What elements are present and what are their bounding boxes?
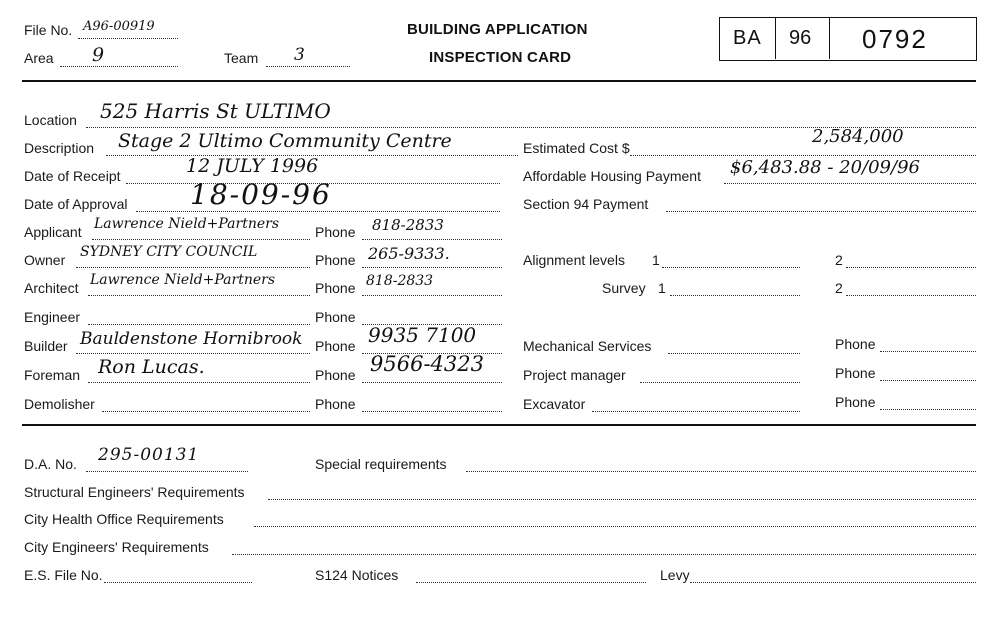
section94-label: Section 94 Payment (523, 196, 649, 212)
applicant-phone-label: Phone (315, 224, 356, 240)
approval-label: Date of Approval (24, 196, 128, 212)
foreman-label: Foreman (24, 367, 81, 383)
owner-label: Owner (24, 252, 66, 268)
survey-2-line (846, 295, 976, 296)
owner-phone-label: Phone (315, 252, 356, 268)
receipt-value: 12 JULY 1996 (186, 155, 319, 177)
estimated-cost-label: Estimated Cost $ (523, 140, 630, 156)
title-line-1: BUILDING APPLICATION (407, 21, 588, 38)
approval-value: 18-09-96 (190, 178, 332, 211)
alignment-2-line (846, 267, 976, 268)
architect-label: Architect (24, 280, 79, 296)
alignment-2-label: 2 (835, 252, 843, 268)
team-line (266, 66, 350, 67)
builder-label: Builder (24, 338, 68, 354)
location-value: 525 Harris St ULTIMO (100, 99, 331, 123)
housing-line (724, 183, 976, 184)
city-eng-label: City Engineers' Requirements (24, 539, 209, 555)
project-manager-phone-label: Phone (835, 365, 876, 381)
survey-1-label: 1 (658, 280, 666, 296)
location-label: Location (24, 112, 77, 128)
structural-label: Structural Engineers' Requirements (24, 484, 245, 500)
mechanical-phone-line (880, 351, 976, 352)
da-no-value: 295-00131 (98, 445, 200, 465)
team-label: Team (224, 50, 259, 66)
approval-line (136, 211, 500, 212)
foreman-phone-line (362, 382, 502, 383)
levy-label: Levy (660, 567, 690, 583)
demolisher-phone-label: Phone (315, 396, 356, 412)
architect-phone-label: Phone (315, 280, 356, 296)
ba-number: 0792 (862, 24, 928, 54)
project-manager-phone-line (880, 380, 976, 381)
file-no-label: File No. (24, 22, 73, 38)
s124-label: S124 Notices (315, 567, 399, 583)
special-label: Special requirements (315, 456, 447, 472)
survey-2-label: 2 (835, 280, 843, 296)
builder-value: Bauldenstone Hornibrook (80, 329, 303, 349)
es-file-label: E.S. File No. (24, 567, 103, 583)
foreman-value: Ron Lucas. (98, 356, 205, 378)
demolisher-label: Demolisher (24, 396, 95, 412)
alignment-label: Alignment levels (523, 252, 625, 268)
estimated-cost-line (630, 155, 976, 156)
s124-line (416, 582, 646, 583)
owner-line (76, 267, 310, 268)
ba-box-divider-1 (775, 17, 776, 59)
owner-value: SYDNEY CITY COUNCIL (80, 244, 258, 260)
excavator-line (592, 411, 800, 412)
excavator-phone-label: Phone (835, 394, 876, 410)
levy-line (690, 582, 976, 583)
alignment-1-line (662, 267, 800, 268)
builder-phone-value: 9935 7100 (368, 323, 477, 347)
file-no-line (78, 38, 178, 39)
foreman-phone-label: Phone (315, 367, 356, 383)
ba-year: 96 (789, 27, 812, 49)
middle-rule (22, 424, 976, 426)
excavator-label: Excavator (523, 396, 586, 412)
owner-phone-value: 265-9333. (368, 244, 450, 263)
city-eng-line (232, 554, 976, 555)
health-label: City Health Office Requirements (24, 511, 224, 527)
architect-phone-line (362, 295, 502, 296)
builder-line (76, 353, 310, 354)
ba-prefix: BA (733, 27, 762, 49)
architect-line (88, 295, 310, 296)
area-line (60, 66, 178, 67)
survey-label: Survey (602, 280, 646, 296)
structural-line (268, 499, 976, 500)
builder-phone-label: Phone (315, 338, 356, 354)
file-no-value: A96-00919 (83, 19, 155, 34)
area-label: Area (24, 50, 54, 66)
engineer-label: Engineer (24, 309, 81, 325)
excavator-phone-line (880, 409, 976, 410)
project-manager-label: Project manager (523, 367, 626, 383)
estimated-cost-value: 2,584,000 (812, 126, 904, 147)
da-no-label: D.A. No. (24, 456, 77, 472)
area-value: 9 (92, 44, 105, 66)
team-value: 3 (294, 45, 305, 65)
architect-value: Lawrence Nield+Partners (90, 272, 276, 288)
header-rule (22, 80, 976, 82)
es-file-line (104, 582, 252, 583)
demolisher-line (102, 411, 310, 412)
receipt-label: Date of Receipt (24, 168, 121, 184)
description-label: Description (24, 140, 95, 156)
applicant-value: Lawrence Nield+Partners (94, 216, 280, 232)
applicant-phone-line (362, 239, 502, 240)
owner-phone-line (362, 267, 502, 268)
applicant-line (92, 239, 310, 240)
engineer-line (88, 324, 310, 325)
ba-box-divider-2 (829, 17, 830, 59)
section94-line (666, 211, 976, 212)
applicant-phone-value: 818-2833 (372, 216, 444, 234)
special-line (466, 471, 976, 472)
engineer-phone-label: Phone (315, 309, 356, 325)
demolisher-phone-line (362, 411, 502, 412)
health-line (254, 526, 976, 527)
mechanical-phone-label: Phone (835, 336, 876, 352)
housing-value: $6,483.88 - 20/09/96 (730, 157, 920, 178)
description-value: Stage 2 Ultimo Community Centre (118, 130, 452, 152)
da-no-line (86, 471, 248, 472)
foreman-phone-value: 9566-4323 (370, 352, 484, 376)
survey-1-line (670, 295, 800, 296)
alignment-1-label: 1 (652, 252, 660, 268)
title-line-2: INSPECTION CARD (429, 49, 572, 66)
mechanical-line (668, 353, 800, 354)
project-manager-line (640, 382, 800, 383)
housing-label: Affordable Housing Payment (523, 168, 701, 184)
foreman-line (88, 382, 310, 383)
mechanical-label: Mechanical Services (523, 338, 652, 354)
applicant-label: Applicant (24, 224, 82, 240)
architect-phone-value: 818-2833 (366, 273, 434, 289)
